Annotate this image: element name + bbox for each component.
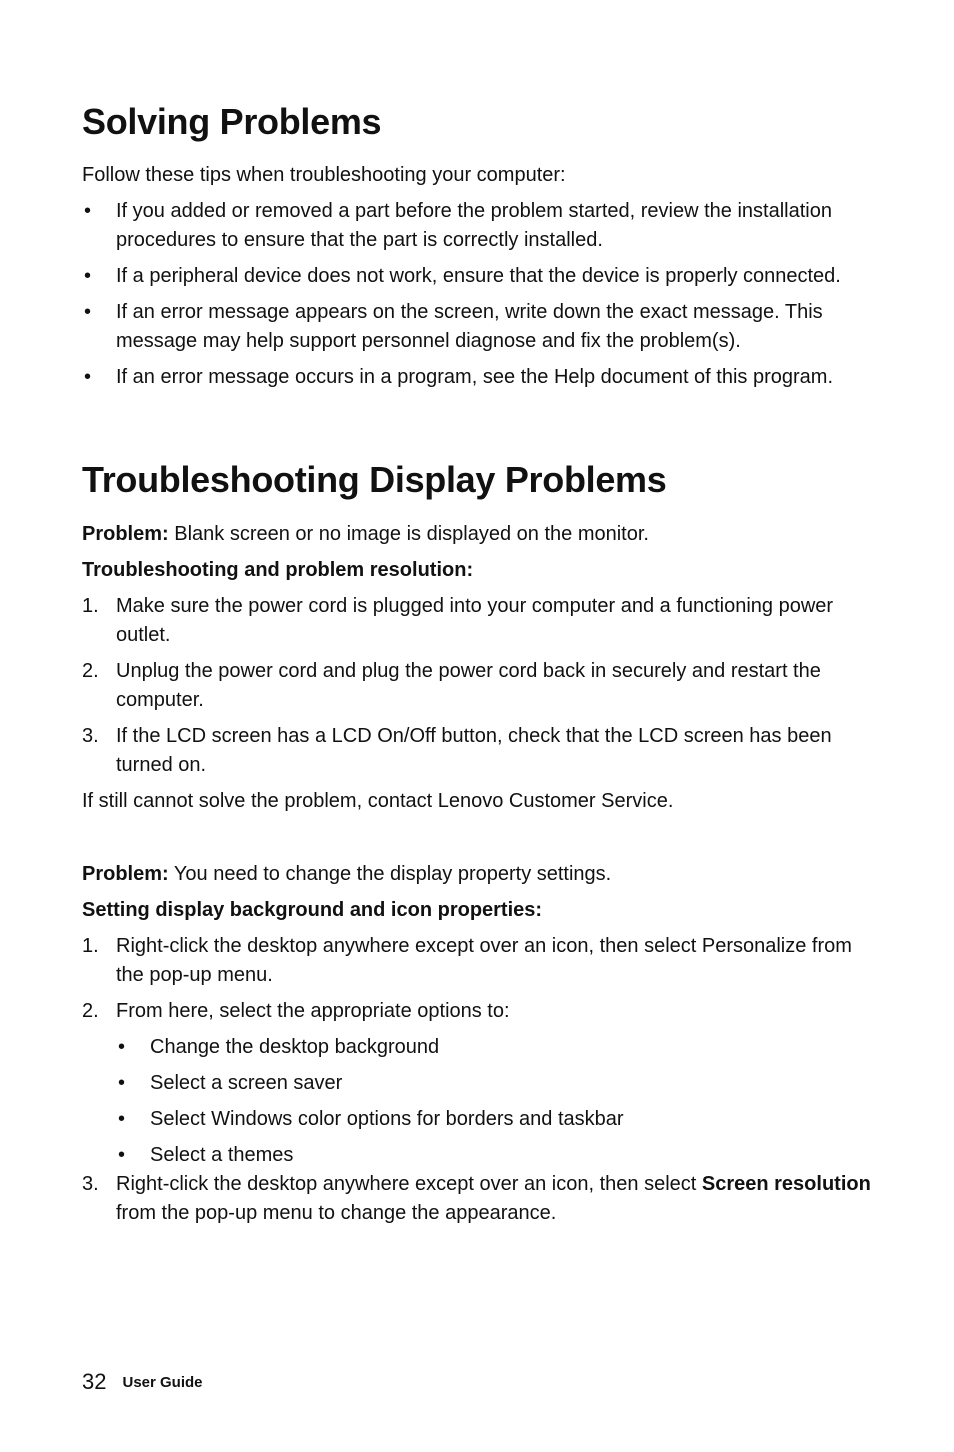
list-item: • If a peripheral device does not work, ensure that the device is properly connected.: [82, 262, 872, 291]
problem-2-steps: [82, 932, 872, 1228]
list-item: • Change the desktop background: [116, 1033, 872, 1062]
problem-2-section: [82, 860, 872, 1235]
page-footer: [82, 1368, 203, 1397]
list-item: 3. Right-click the desktop anywhere except over an icon, then select Screen resolution from the pop-up menu to change the appearance.: [82, 1170, 872, 1228]
list-item: • If an error message appears on the screen, write down the exact message. This message may help support personnel diagnose and fix the problem(s).: [82, 298, 872, 356]
bullet: •: [118, 1072, 126, 1094]
list-item: • If you added or removed a part before the problem started, review the installation procedures to ensure that the part is correctly installed.: [82, 197, 872, 255]
problem-label: Problem:: [82, 523, 169, 545]
list-item: 1. Make sure the power cord is plugged into your computer and a functioning power outlet.: [82, 592, 872, 650]
bullet: •: [84, 265, 92, 287]
section-title-display: Troubleshooting Display Problems: [82, 459, 667, 500]
screen-resolution-term: Screen resolution: [701, 1173, 871, 1195]
list-item: • Select a screen saver: [116, 1069, 872, 1098]
list-item: • If an error message occurs in a program, see the Help document of this program.: [82, 363, 872, 392]
problem-1-steps: [82, 592, 872, 780]
step-number: 2.: [82, 1000, 99, 1022]
page-number: 32: [82, 1369, 107, 1394]
list-item: • Select a themes: [116, 1141, 872, 1170]
problem-1-note: If still cannot solve the problem, contact Lenovo Customer Service.: [82, 790, 674, 812]
list-item: 1. Right-click the desktop anywhere except over an icon, then select Personalize from the pop-up menu.: [82, 932, 872, 990]
step-number: 1.: [82, 935, 99, 957]
bullet: •: [84, 366, 92, 388]
step-number: 3.: [82, 725, 99, 747]
solving-section: [82, 161, 872, 399]
step-number: 2.: [82, 660, 99, 682]
list-item: 2. From here, select the appropriate options to: • Change the desktop background • Select a screen saver • Select Windows color options for borders and taskbar • Select a themes: [82, 997, 872, 1170]
problem-label: Problem:: [82, 863, 169, 885]
options-list: [116, 1033, 872, 1170]
list-item: 2. Unplug the power cord and plug the power cord back in securely and restart the computer.: [82, 657, 872, 715]
problem-1-heading: Troubleshooting and problem resolution:: [82, 559, 474, 581]
problem-1-section: [82, 520, 872, 816]
section-title-solving: Solving Problems: [82, 101, 382, 142]
step-number: 1.: [82, 595, 99, 617]
bullet: •: [118, 1108, 126, 1130]
step-number: 3.: [82, 1173, 99, 1195]
bullet: •: [118, 1144, 126, 1166]
tips-list: [82, 197, 872, 392]
bullet: •: [118, 1036, 126, 1058]
list-item: • Select Windows color options for borders and taskbar: [116, 1105, 872, 1134]
guide-label: User Guide: [122, 1374, 203, 1391]
problem-2-heading: Setting display background and icon properties:: [82, 899, 543, 921]
solving-intro: Follow these tips when troubleshooting your computer:: [82, 164, 566, 186]
list-item: 3. If the LCD screen has a LCD On/Off button, check that the LCD screen has been turned on.: [82, 722, 872, 780]
problem-2-statement: Problem: You need to change the display property settings.: [82, 863, 612, 885]
bullet: •: [84, 301, 92, 323]
problem-1-statement: Problem: Blank screen or no image is displayed on the monitor.: [82, 523, 649, 545]
bullet: •: [84, 200, 92, 222]
